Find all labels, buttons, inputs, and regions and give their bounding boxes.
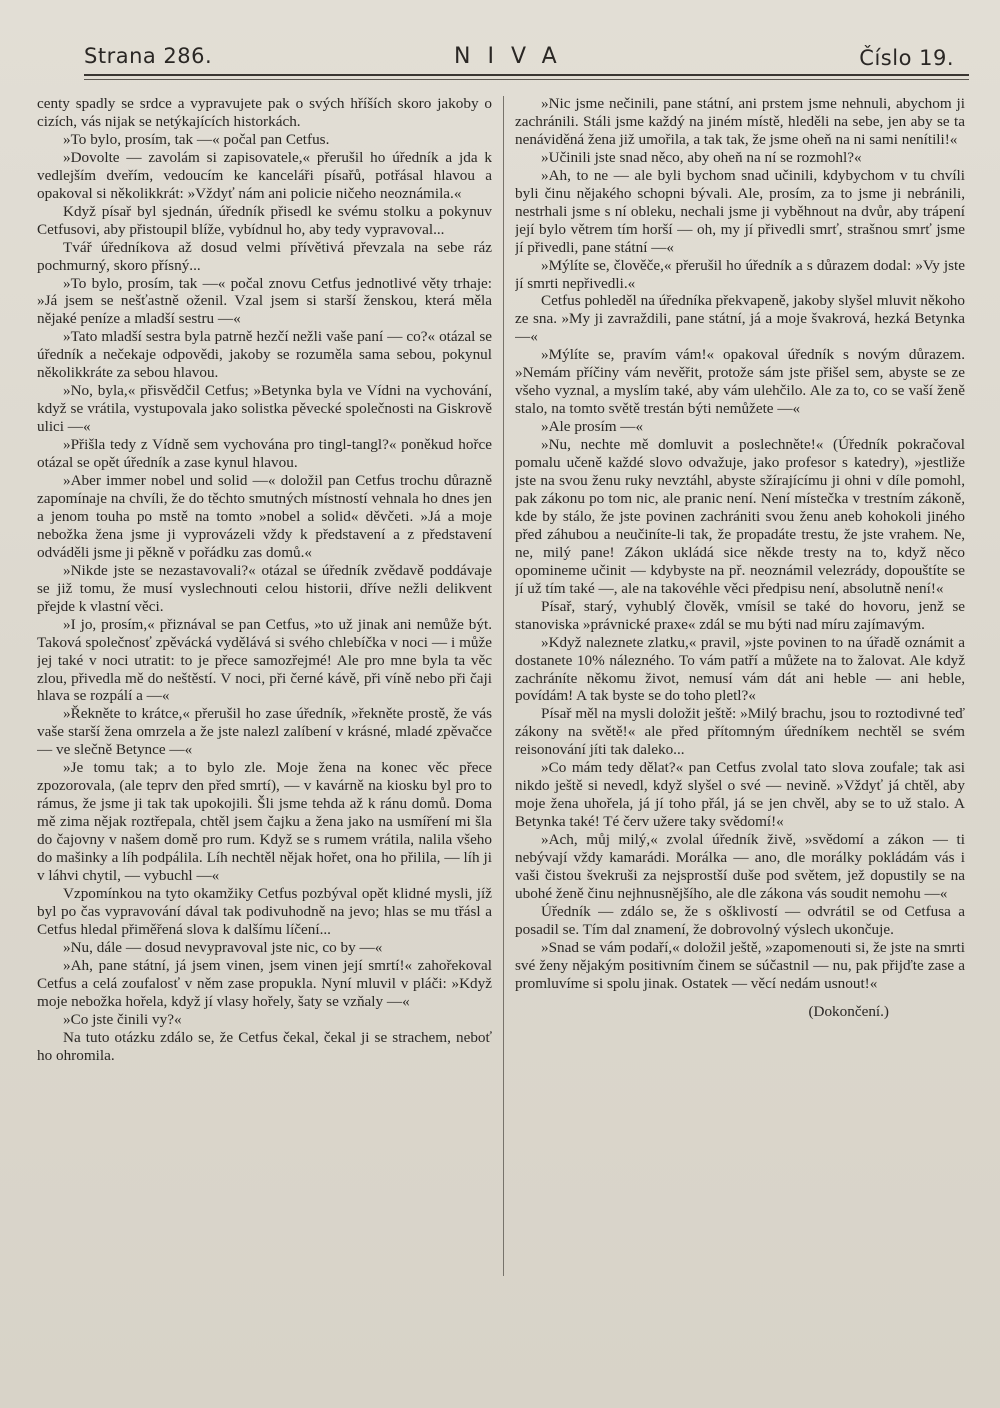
paragraph: Písař, starý, vyhublý člověk, vmísil se také do hovoru, jenž se stanoviska »právnické praxe« zdál se mu býti nad míru zajímavým.	[515, 597, 965, 633]
paragraph: »Přišla tedy z Vídně sem vychována pro tingl-tangl?« poněkud hořce otázal se opět úředník a zase kynul hlavou.	[37, 436, 492, 472]
paragraph: »Ale prosím —«	[541, 418, 644, 436]
column-divider	[503, 96, 504, 1276]
right-column	[515, 95, 965, 1395]
paragraph: Úředník — zdálo se, že s ošklivostí — odvrátil se od Cetfusa a posadil se. Tím dal znamení, že dobrovolný výslech ukončuje.	[515, 902, 965, 938]
paragraph: »Snad se vám podaří,« doložil ještě, »zapomenouti si, že jste na smrti své ženy nějakým positivním činem se súčastnil — nu, pak přijďte zase a promluvíme si spolu jinak. Ostatek — věcí nedám usnout!«	[515, 938, 965, 992]
paragraph: »Ah, pane státní, já jsem vinen, jsem vinen její smrtí!« zahořekoval Cetfus a celá zoufalosť v něm zase propukla. Nyní mluvil v pláči: »Když moje nebožka hořela, když jí vlasy hořely, šaty se vzňaly —«	[37, 956, 492, 1010]
paragraph: »Učinili jste snad něco, aby oheň na ní se rozmohl?«	[541, 148, 862, 166]
paragraph: »I jo, prosím,« přiznával se pan Cetfus, »to už jinak ani nemůže být. Taková společnosť zpěvácká vydělává si svého chlebíčka v noci — i může jej také v noci utratit: to je přece samozřejmé! Ale pro mne byla ta věc zlou, přivedla mě do neštěstí. V noci, při černé kávě, při víně nebo při čaji hlava se rozpálí a —«	[37, 615, 492, 705]
paragraph: Tvář úředníkova až dosud velmi přívětivá převzala na sebe ráz pochmurný, skoro přísný...	[37, 238, 492, 274]
paragraph: Cetfus pohleděl na úředníka překvapeně, jakoby slyšel mluvit někoho ze sna. »My ji zavraždili, pane státní, já a moje švakrová, hezká Betynka —«	[515, 292, 965, 346]
paragraph: »Tato mladší sestra byla patrně hezčí nežli vaše paní — co?« otázal se úředník a nečekaje odpovědi, jakoby se rozuměla sama sebou, pokynul několikkráte za sebou hlavou.	[37, 328, 492, 382]
magazine-title: NIVA	[454, 44, 574, 69]
paragraph: »Mýlíte se, pravím vám!« opakoval úředník s novým důrazem. »Nemám příčiny vám nevěřit, protože sám jste přišel sem, abyste se ze všeho vyznal, a myslím také, aby vám ulehčilo. Ale za to, co se vaší ženě stalo, na tomto světě trestán býti nemůžete —«	[515, 346, 965, 418]
paragraph: »To bylo, prosím, tak —« počal znovu Cetfus jednotlivé věty trhaje: »Já jsem se nešťastně oženil. Vzal jsem si starší ženskou, která měla nějaké peníze a mladší sestru —«	[37, 274, 492, 328]
issue-number: Číslo 19.	[859, 46, 954, 70]
paragraph: »Nikde jste se nezastavovali?« otázal se úředník zvědavě poddávaje se již tomu, že musí vyslechnouti celou historii, dříve nežli delikvent přejde k vlastní věci.	[37, 561, 492, 615]
header-rule	[84, 74, 969, 76]
paragraph: »Co mám tedy dělat?« pan Cetfus zvolal tato slova zoufale; tak asi nikdo ještě si nevedl, když slyšel o své — nevině. »Vždyť já chtěl, aby moje žena uhořela, já jí toho přál, já se jen chvěl, aby se to už stalo. A Betynka také! Té červ užere taky svědomí!«	[515, 759, 965, 831]
paragraph: Vzpomínkou na tyto okamžiky Cetfus pozbýval opět klidné mysli, jíž byl po čas vypravování dával tak podivuhodně na jevo; hlas se mu třásl a Cetfus hledal přiměřená slova k dalšímu líčení...	[37, 884, 492, 938]
paragraph: »Je tomu tak; a to bylo zle. Moje žena na konec věc přece zpozorovala, (ale teprv den před smrtí), — v kavárně na kiosku byl pro to rámus, že jsme ji tak tak upokojili. Šli jsme tehda až k ránu domů. Doma mě zima nějak roztřepala, chtěl jsem čajku a žena jako na usmíření mi šla do čajovny v našem domě pro rum. Když se s rumem vrátila, nalila všeho do mašinky a líh podpálila. Líh nechtěl nějak hořet, ona ho přilila, — líh ji v láhvi chytil, — vybuchl —«	[37, 759, 492, 884]
paragraph: »To bylo, prosím, tak —« počal pan Cetfus.	[63, 130, 330, 148]
paragraph: »Nu, dále — dosud nevypravoval jste nic, co by —«	[63, 938, 383, 956]
paragraph: Když písař byl sjednán, úředník přisedl ke svému stolku a pokynuv Cetfusovi, aby přistoupil blíže, vybídnul ho, aby tedy vypravoval...	[37, 202, 492, 238]
paragraph: »Dovolte — zavolám si zapisovatele,« přerušil ho úředník a jda k vedlejším dveřím, vedoucím ke kanceláři písařů, potřásal hlavou a opakoval si několikkrát: »Vždyť nám ani policie ničeho neoznámila.«	[37, 148, 492, 202]
left-column	[37, 95, 492, 1395]
paragraph: »Mýlíte se, člověče,« přerušil ho úředník a s důrazem dodal: »Vy jste jí smrti nepřivedli.«	[515, 256, 965, 292]
paragraph: »Nu, nechte mě domluvit a poslechněte!« (Úředník pokračoval pomalu učeně každé slovo odvažuje, jako profesor s katedry), »jestliže jste na svou ženu ruky nevztáhl, abyste sžírajícímu ji ohni v díle pomohl, pak zákonu po tom nic, ale pranic není. Není místečka v trestním zákoně, kde by stálo, že jste povinen zachrániti svou ženu aneb kohokoli jiného před záhubou a neučiníte-li tak, že propadáte trestu, že jste vrahem. Ne, ne, milý pane! Zákon ukládá sice někde tresty na to, když něco opomineme učinit — kdybyste na př. neoznámil velezrády, dopouštíte se jí už tím také —, ale na takovéhle věci předpisu není, absolutně není!«	[515, 436, 965, 597]
page-header	[84, 38, 964, 78]
paragraph: »Když naleznete zlatku,« pravil, »jste povinen to na úřadě oznámit a dostanete 10% nálezného. To vám patří a můžete na to žalovat. Ale když zachráníte někomu život, nemusí vám dát ani heble — ani heble, povídám! A tak byste se do toho pletl?«	[515, 633, 965, 705]
paragraph: »No, byla,« přisvědčil Cetfus; »Betynka byla ve Vídni na vychování, když se vrátila, vystupovala jako solistka pěvecké společnosti na Giskrově ulici —«	[37, 382, 492, 436]
paragraph: centy spadly se srdce a vypravujete pak o svých hříších skoro jakoby o cizích, vás nijak se netýkajících historkách.	[37, 95, 492, 130]
paragraph: »Ah, to ne — ale byli bychom snad učinili, kdybychom v tu chvíli byli činu nějakého schopni bývali. Ale, prosím, za to jsme ji nebránili, nestrhali jsme s ní obleku, nechali jsme ji vyběhnout na dvůr, aby trápení její bylo větrem tím horší — oh, my jí přivedli smrť, strašnou smrť jsme jí přivedli, pane státní —«	[515, 166, 965, 256]
continued-note: (Dokončení.)	[808, 1002, 889, 1020]
paragraph: »Nic jsme nečinili, pane státní, ani prstem jsme nehnuli, abychom ji zachránili. Stáli jsme každý na jiném místě, hleděli na sebe, jen aby se ta nenáviděná žena již umořila, a tak tak, že jsme oheň na ni sami nenítili!«	[515, 95, 965, 148]
page-number: Strana 286.	[84, 44, 213, 68]
paragraph: »Co jste činili vy?«	[63, 1010, 182, 1028]
paragraph: Na tuto otázku zdálo se, že Cetfus čekal, čekal ji se strachem, neboť ho ohromila.	[37, 1028, 492, 1064]
paragraph: »Ach, můj milý,« zvolal úředník živě, »svědomí a zákon — ti nebývají vždy kamarádi. Morálka — ano, dle morálky pokládám vás i vaši čistou švekruši za nejsprostší duše pod světem, jež dopustily se na ubohé ženě činu nejhnusnějšího, ale dle zákona vás soudit nemohu —«	[515, 831, 965, 902]
paragraph: Písař měl na mysli doložit ještě: »Milý brachu, jsou to roztodivné teď zákony na světě!« ale před přítomným úředníkem nechtěl se svém reisonování jíti tak daleko...	[515, 705, 965, 759]
paragraph: »Aber immer nobel und solid —« doložil pan Cetfus trochu důrazně zapomínaje na chvíli, že do těchto smutných místností vehnala ho dnes jen a jenom touha po mstě na tomto »nobel a solid« děvčeti. »Já a moje nebožka žena jsme ji vyprovázeli vždy k představení a z představení odváděli jsme ji pěkně v pořádku zas domů.«	[37, 472, 492, 561]
header-rule-thin	[84, 79, 969, 80]
paragraph: »Řekněte to krátce,« přerušil ho zase úředník, »řekněte prostě, že vás vaše starší žena omrzela a že jste nalezl zalíbení v krásné, mladé zpěvačce — ve slečně Betynce —«	[37, 705, 492, 759]
